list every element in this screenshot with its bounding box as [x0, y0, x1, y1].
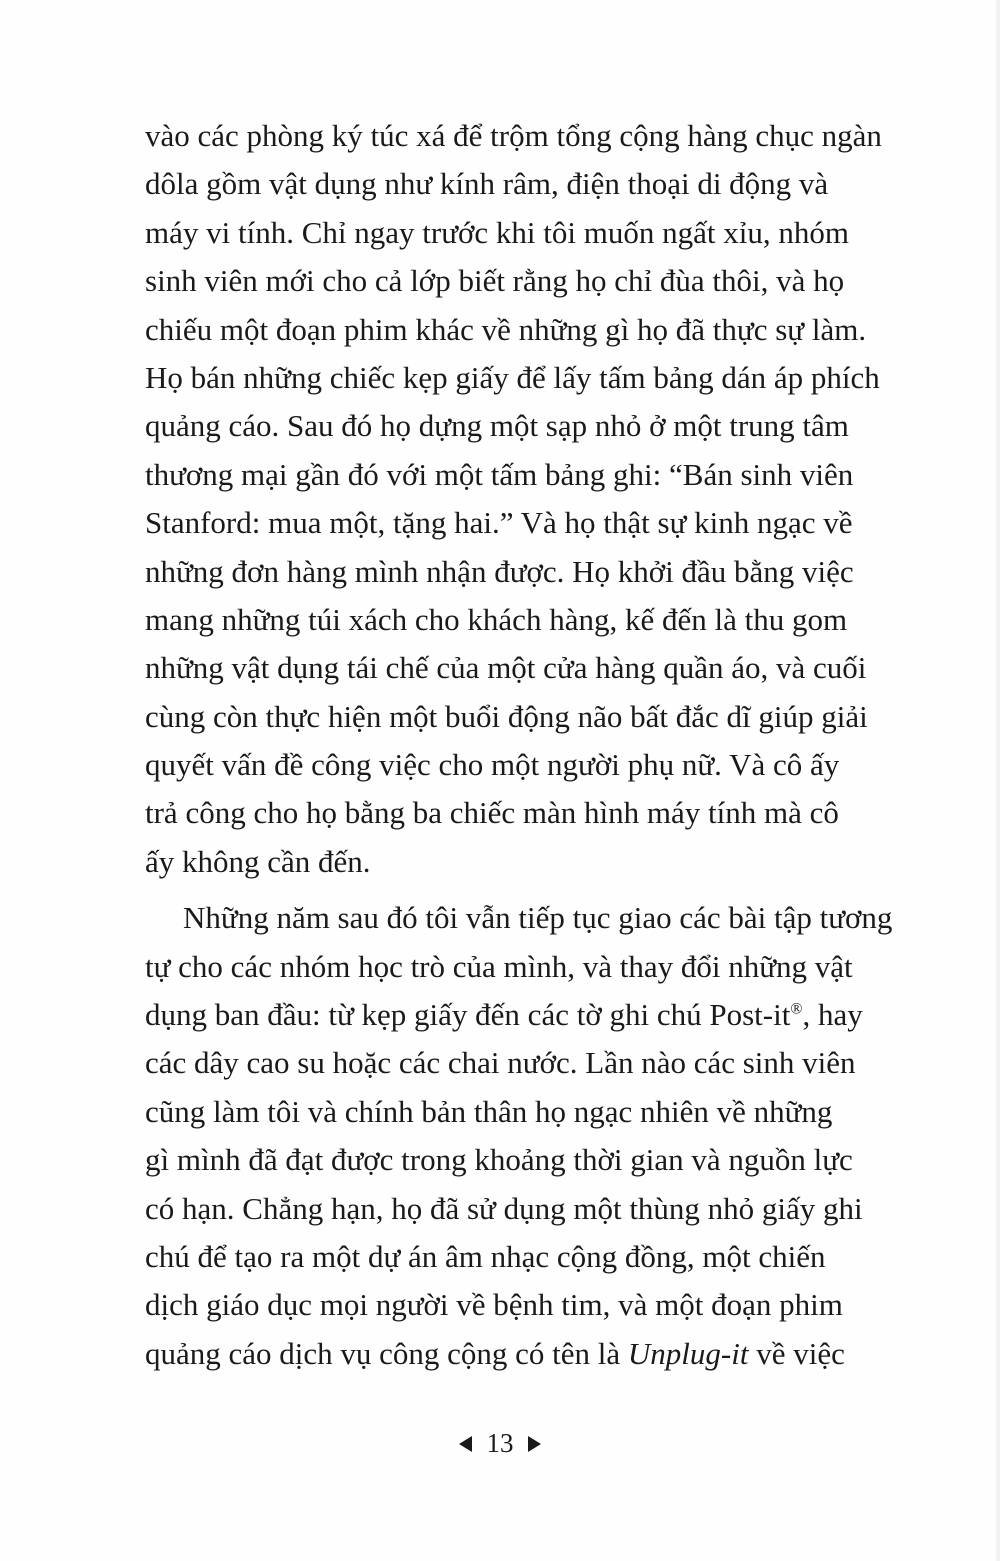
text-line: vào các phòng ký túc xá để trộm tổng cộng hàng chục ngàn	[145, 118, 882, 153]
text-line: Stanford: mua một, tặng hai.” Và họ thật sự kinh ngạc về	[145, 505, 853, 541]
text-line: Những năm sau đó tôi vẫn tiếp tục giao các bài tập tương	[183, 900, 893, 936]
text-line: quyết vấn đề công việc cho một người phụ nữ. Và cô ấy	[145, 747, 840, 783]
text-segment: về việc	[748, 1335, 845, 1371]
text-line: ấy không cần đến.	[145, 843, 371, 879]
italic-title: Unplug-it	[627, 1335, 749, 1371]
text-line: các dây cao su hoặc các chai nước. Lần nào các sinh viên	[145, 1045, 856, 1081]
text-line: có hạn. Chẳng hạn, họ đã sử dụng một thùng nhỏ giấy ghi	[145, 1190, 863, 1226]
text-segment: dụng ban đầu: từ kẹp giấy đến các tờ ghi chú Post-it	[145, 997, 791, 1033]
text-line: những vật dụng tái chế của một cửa hàng quần áo, và cuối	[145, 650, 867, 686]
text-line: chú để tạo ra một dự án âm nhạc cộng đồng, một chiến	[145, 1238, 826, 1274]
paragraph-1	[145, 112, 882, 886]
text-line	[145, 991, 875, 1039]
text-line: tự cho các nhóm học trò của mình, và thay đổi những vật	[145, 948, 853, 984]
text-line: chiếu một đoạn phim khác về những gì họ đã thực sự làm.	[145, 311, 867, 347]
paragraph-gap	[145, 886, 875, 894]
page-footer	[0, 1428, 1000, 1459]
text-line: thương mại gần đó với một tấm bảng ghi: “Bán sinh viên	[145, 456, 854, 492]
registered-mark: ®	[790, 1000, 803, 1018]
text-line: máy vi tính. Chỉ ngay trước khi tôi muốn ngất xỉu, nhóm	[145, 214, 849, 250]
text-line: sinh viên mới cho cả lớp biết rằng họ chỉ đùa thôi, và họ	[145, 263, 845, 299]
text-line: những đơn hàng mình nhận được. Họ khởi đầu bằng việc	[145, 553, 854, 589]
text-line	[145, 1330, 875, 1378]
text-line: dịch giáo dục mọi người về bệnh tim, và một đoạn phim	[145, 1287, 843, 1323]
text-line: cũng làm tôi và chính bản thân họ ngạc nhiên về những	[145, 1093, 833, 1129]
text-segment: , hay	[802, 997, 863, 1033]
left-triangle-icon	[459, 1436, 472, 1452]
text-line: gì mình đã đạt được trong khoảng thời gian và nguồn lực	[145, 1142, 853, 1178]
page-number: 13	[486, 1428, 514, 1458]
text-line: mang những túi xách cho khách hàng, kế đến là thu gom	[145, 601, 848, 637]
text-line: cùng còn thực hiện một buổi động não bất đắc dĩ giúp giải	[145, 698, 868, 734]
text-line: Họ bán những chiếc kẹp giấy để lấy tấm bảng dán áp phích	[145, 359, 880, 395]
text-line: quảng cáo. Sau đó họ dựng một sạp nhỏ ở một trung tâm	[145, 408, 849, 444]
text-line: trả công cho họ bằng ba chiếc màn hình máy tính mà cô	[145, 795, 839, 831]
paragraph-2	[145, 894, 893, 1378]
body-text	[145, 112, 893, 1378]
text-line: dôla gồm vật dụng như kính râm, điện thoại di động và	[145, 166, 829, 202]
text-segment: quảng cáo dịch vụ công cộng có tên là	[145, 1335, 628, 1371]
right-triangle-icon	[528, 1436, 541, 1452]
page-edge	[996, 0, 1000, 1561]
